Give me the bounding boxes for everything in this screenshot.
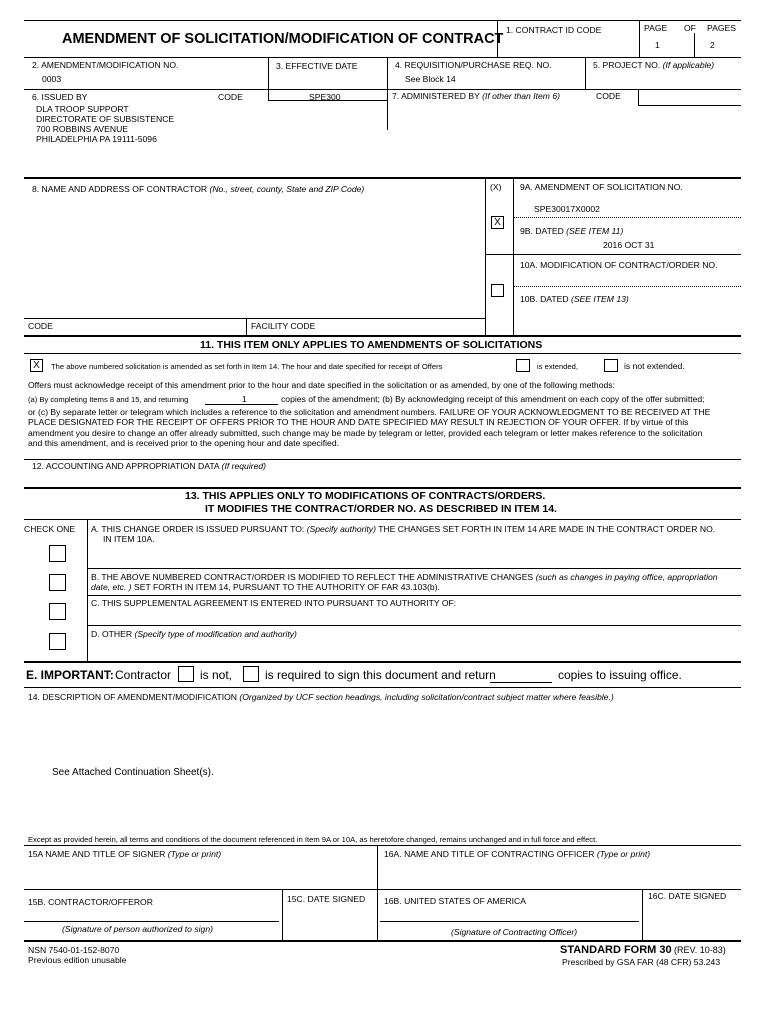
- item13a-pre: A. THIS CHANGE ORDER IS ISSUED PURSUANT TO:: [91, 524, 305, 534]
- pages-value: 2: [710, 40, 715, 50]
- form-name: STANDARD FORM 30: [560, 944, 672, 956]
- item13d-hint: (Specify type of modification and authority): [134, 629, 297, 639]
- check-13c-box[interactable]: [49, 603, 66, 620]
- item11-line4: or (c) By separate letter or telegram which includes a reference to the solicitation and amendment numbers. FAILURE OF YOUR ACKNOWLEDGMENT TO BE RECEIVED AT THE: [28, 407, 711, 417]
- form-title: AMENDMENT OF SOLICITATION/MODIFICATION OF CONTRACT: [62, 31, 504, 47]
- date-16c-label: 16C. DATE SIGNED: [648, 891, 727, 901]
- rule: [24, 845, 741, 846]
- dated-9b-label: [520, 226, 623, 236]
- item13b-line2: [91, 582, 440, 592]
- copies-underline: [205, 404, 278, 405]
- signature-16b-line: [380, 921, 639, 922]
- rule: [694, 33, 695, 57]
- administered-by-label: [392, 91, 560, 101]
- signature-15b-line: [24, 921, 279, 922]
- amendment-no-label: 2. AMENDMENT/MODIFICATION NO.: [32, 60, 179, 70]
- issued-code-value: SPE300: [309, 92, 341, 102]
- contractor-text: 8. NAME AND ADDRESS OF CONTRACTOR: [32, 184, 208, 194]
- rule: [24, 889, 741, 890]
- check-10-box[interactable]: [491, 284, 504, 297]
- rule: [585, 57, 586, 89]
- mod-10a-label: 10A. MODIFICATION OF CONTRACT/ORDER NO.: [520, 260, 718, 270]
- amendment-9a-value: SPE30017X0002: [534, 204, 600, 214]
- rule: [24, 661, 741, 663]
- item12-label: [32, 461, 266, 471]
- rule: [24, 57, 741, 58]
- page-value: 1: [655, 40, 660, 50]
- rule: [24, 519, 741, 520]
- signature-16b-caption: (Signature of Contracting Officer): [451, 927, 578, 937]
- officer-16a-label: [384, 849, 650, 859]
- item13-heading-1: 13. THIS APPLIES ONLY TO MODIFICATIONS OF CONTRACTS/ORDERS.: [185, 490, 546, 502]
- rule: [24, 318, 486, 319]
- rule: [638, 89, 639, 105]
- item14-label: [28, 692, 614, 702]
- important-lead: E. IMPORTANT:: [26, 668, 114, 682]
- rule: [24, 177, 741, 179]
- dated-10b-hint: (SEE ITEM 13): [570, 294, 629, 304]
- extended-label: is extended,: [537, 362, 578, 371]
- item14-text: 14. DESCRIPTION OF AMENDMENT/MODIFICATION: [28, 692, 237, 702]
- not-extended-label: is not extended.: [624, 361, 685, 371]
- rule: [513, 286, 741, 287]
- officer-16a-hint: (Type or print): [596, 849, 651, 859]
- footer-clause: Except as provided herein, all terms and conditions of the document referenced in Item 9A or 10A, as heretofore changed, remains unchanged and in full force and effect.: [28, 835, 598, 844]
- usa-16b-label: 16B. UNITED STATES OF AMERICA: [384, 896, 526, 906]
- item13a-post: THE CHANGES SET FORTH IN ITEM 14 ARE MADE IN THE CONTRACT ORDER NO.: [378, 524, 716, 534]
- rule: [268, 57, 269, 89]
- signature-15b-caption: (Signature of person authorized to sign): [62, 924, 213, 934]
- rule: [24, 487, 741, 489]
- item11-line3b: copies of the amendment; (b) By acknowledging receipt of this amendment on each copy of the offer submitted;: [281, 394, 705, 404]
- item11-heading: 11. THIS ITEM ONLY APPLIES TO AMENDMENTS OF SOLICITATIONS: [200, 339, 543, 351]
- contractor-15b-label: 15B. CONTRACTOR/OFFEROR: [28, 897, 153, 907]
- item13b-text: B. THE ABOVE NUMBERED CONTRACT/ORDER IS MODIFIED TO REFLECT THE ADMINISTRATIVE CHANGES: [91, 572, 534, 582]
- requisition-label: 4. REQUISITION/PURCHASE REQ. NO.: [395, 60, 552, 70]
- item13-heading-2: IT MODIFIES THE CONTRACT/ORDER NO. AS DESCRIBED IN ITEM 14.: [205, 503, 557, 515]
- item13d-text: D. OTHER: [91, 629, 133, 639]
- check-13a-box[interactable]: [49, 545, 66, 562]
- important-is-not: is not,: [200, 668, 233, 682]
- item14-hint: (Organized by UCF section headings, including solicitation/contract subject matter where feasible.): [239, 692, 614, 702]
- rule: [87, 519, 88, 661]
- amendment-no-value: 0003: [42, 74, 62, 84]
- administered-by-hint: (If other than Item 6): [482, 91, 560, 101]
- rule: [513, 177, 514, 335]
- effective-date-label: 3. EFFECTIVE DATE: [276, 61, 358, 71]
- of-label: OF: [684, 23, 696, 33]
- project-no-label: [593, 60, 714, 70]
- item13d-line: [91, 629, 297, 639]
- rule: [497, 20, 498, 57]
- amendment-9a-label: 9A. AMENDMENT OF SOLICITATION NO.: [520, 182, 683, 192]
- rule: [485, 177, 486, 335]
- rule: [24, 687, 741, 688]
- check-13b-box[interactable]: [49, 574, 66, 591]
- contractor-code-label: CODE: [28, 321, 53, 331]
- check-13d-box[interactable]: [49, 633, 66, 650]
- rule: [24, 89, 741, 90]
- item11-line3a: (a) By completing Items 8 and 15, and returning: [28, 395, 189, 404]
- contractor-label: [32, 184, 364, 194]
- project-no-hint: (If applicable): [662, 60, 715, 70]
- rule: [24, 20, 741, 21]
- item11-line7: and this amendment, and is received prior to the opening hour and date specified.: [28, 438, 340, 448]
- item11-line2: Offers must acknowledge receipt of this amendment prior to the hour and date specified in the solicitation or as amended, by one of the following methods:: [28, 380, 615, 390]
- important-is-required: is required to sign this document and return: [265, 668, 496, 682]
- item13a-line2: IN ITEM 10A.: [103, 534, 155, 544]
- rule: [268, 100, 388, 101]
- item11-line1: The above numbered solicitation is amended as set forth in Item 14. The hour and date specified for receipt of Offers: [51, 362, 443, 371]
- rule: [24, 940, 741, 942]
- check-one-label: CHECK ONE: [24, 524, 76, 534]
- issuer-line: 700 ROBBINS AVENUE: [36, 124, 129, 134]
- prescribed-by: Prescribed by GSA FAR (48 CFR) 53.243: [562, 957, 721, 967]
- item13c-line: C. THIS SUPPLEMENTAL AGREEMENT IS ENTERED INTO PURSUANT TO AUTHORITY OF:: [91, 598, 457, 608]
- requisition-value: See Block 14: [405, 74, 456, 84]
- signer-15a-text: 15A NAME AND TITLE OF SIGNER: [28, 849, 166, 859]
- item13b-hint2: date, etc. ): [91, 582, 132, 592]
- rule: [24, 335, 741, 337]
- contractor-hint: (No., street, county, State and ZIP Code): [209, 184, 365, 194]
- rule: [282, 889, 283, 941]
- page-label: PAGE: [644, 23, 668, 33]
- officer-16a-text: 16A. NAME AND TITLE OF CONTRACTING OFFICER: [384, 849, 595, 859]
- item13a-line1: [91, 524, 715, 534]
- dated-9b-value: 2016 OCT 31: [603, 240, 655, 250]
- rule: [513, 217, 741, 218]
- date-15c-label: 15C. DATE SIGNED: [287, 894, 366, 904]
- rule: [246, 318, 247, 335]
- signer-15a-hint: (Type or print): [167, 849, 222, 859]
- item13b-text2: SET FORTH IN ITEM 14, PURSUANT TO THE AUTHORITY OF FAR 43.103(b).: [134, 582, 440, 592]
- issued-by-label: 6. ISSUED BY: [32, 92, 88, 102]
- pages-label: PAGES: [707, 23, 736, 33]
- issuer-line: DLA TROOP SUPPORT: [36, 104, 129, 114]
- item13b-line1: [91, 572, 718, 582]
- rule: [638, 105, 741, 106]
- rule: [24, 459, 741, 460]
- is-required-box[interactable]: [243, 666, 259, 682]
- dated-9b-hint: (SEE ITEM 11): [566, 226, 624, 236]
- item13a-hint: (Specify authority): [306, 524, 376, 534]
- important-copies: copies to issuing office.: [558, 668, 682, 682]
- form-rev: (REV. 10-83): [674, 945, 726, 955]
- rule: [87, 625, 741, 626]
- issuer-line: PHILADELPHIA PA 19111-5096: [36, 134, 157, 144]
- rule: [268, 89, 269, 100]
- item12-text: 12. ACCOUNTING AND APPROPRIATION DATA: [32, 461, 220, 471]
- rule: [639, 20, 640, 57]
- administered-by-text: 7. ADMINISTERED BY: [392, 91, 480, 101]
- not-extended-box[interactable]: [604, 359, 618, 372]
- rule: [87, 595, 741, 596]
- check-9-box[interactable]: X: [491, 216, 504, 229]
- rule: [642, 889, 643, 941]
- rule: [87, 568, 741, 569]
- issued-code-label: CODE: [218, 92, 243, 102]
- item11-line6: amendment you desire to change an offer already submitted, such change may be made by telegram or letter, provided each telegram or letter makes reference to the solicitation: [28, 428, 703, 438]
- copies-return-line: [490, 682, 552, 683]
- copies-value: 1: [242, 394, 247, 404]
- admin-code-label: CODE: [596, 91, 621, 101]
- item12-hint: (If required): [221, 461, 267, 471]
- item14-body: See Attached Continuation Sheet(s).: [52, 767, 214, 778]
- dated-10b-label: [520, 294, 629, 304]
- rule: [377, 845, 378, 941]
- item11-line5: PLACE DESIGNATED FOR THE RECEIPT OF OFFERS PRIOR TO THE HOUR AND DATE SPECIFIED MAY RESULT IN REJECTION OF YOUR OFFER. If by virtue of this: [28, 417, 689, 427]
- rule: [485, 254, 741, 255]
- dated-10b-text: 10B. DATED: [520, 294, 569, 304]
- item13b-hint1: (such as changes in paying office, appropriation: [535, 572, 718, 582]
- nsn-label: NSN 7540-01-152-8070: [28, 945, 120, 955]
- x-column-label: (X): [490, 182, 502, 192]
- form-number: [560, 944, 726, 956]
- is-not-box[interactable]: [178, 666, 194, 682]
- project-no-text: 5. PROJECT NO.: [593, 60, 661, 70]
- contract-id-label: 1. CONTRACT ID CODE: [506, 25, 602, 35]
- rule: [387, 57, 388, 130]
- extended-box[interactable]: [516, 359, 530, 372]
- signer-15a-label: [28, 849, 221, 859]
- previous-edition: Previous edition unusable: [28, 955, 127, 965]
- important-contractor: Contractor: [115, 668, 172, 682]
- rule: [24, 353, 741, 354]
- facility-code-label: FACILITY CODE: [251, 321, 316, 331]
- dated-9b-text: 9B. DATED: [520, 226, 564, 236]
- issuer-line: DIRECTORATE OF SUBSISTENCE: [36, 114, 175, 124]
- item11-check-box[interactable]: X: [30, 359, 43, 372]
